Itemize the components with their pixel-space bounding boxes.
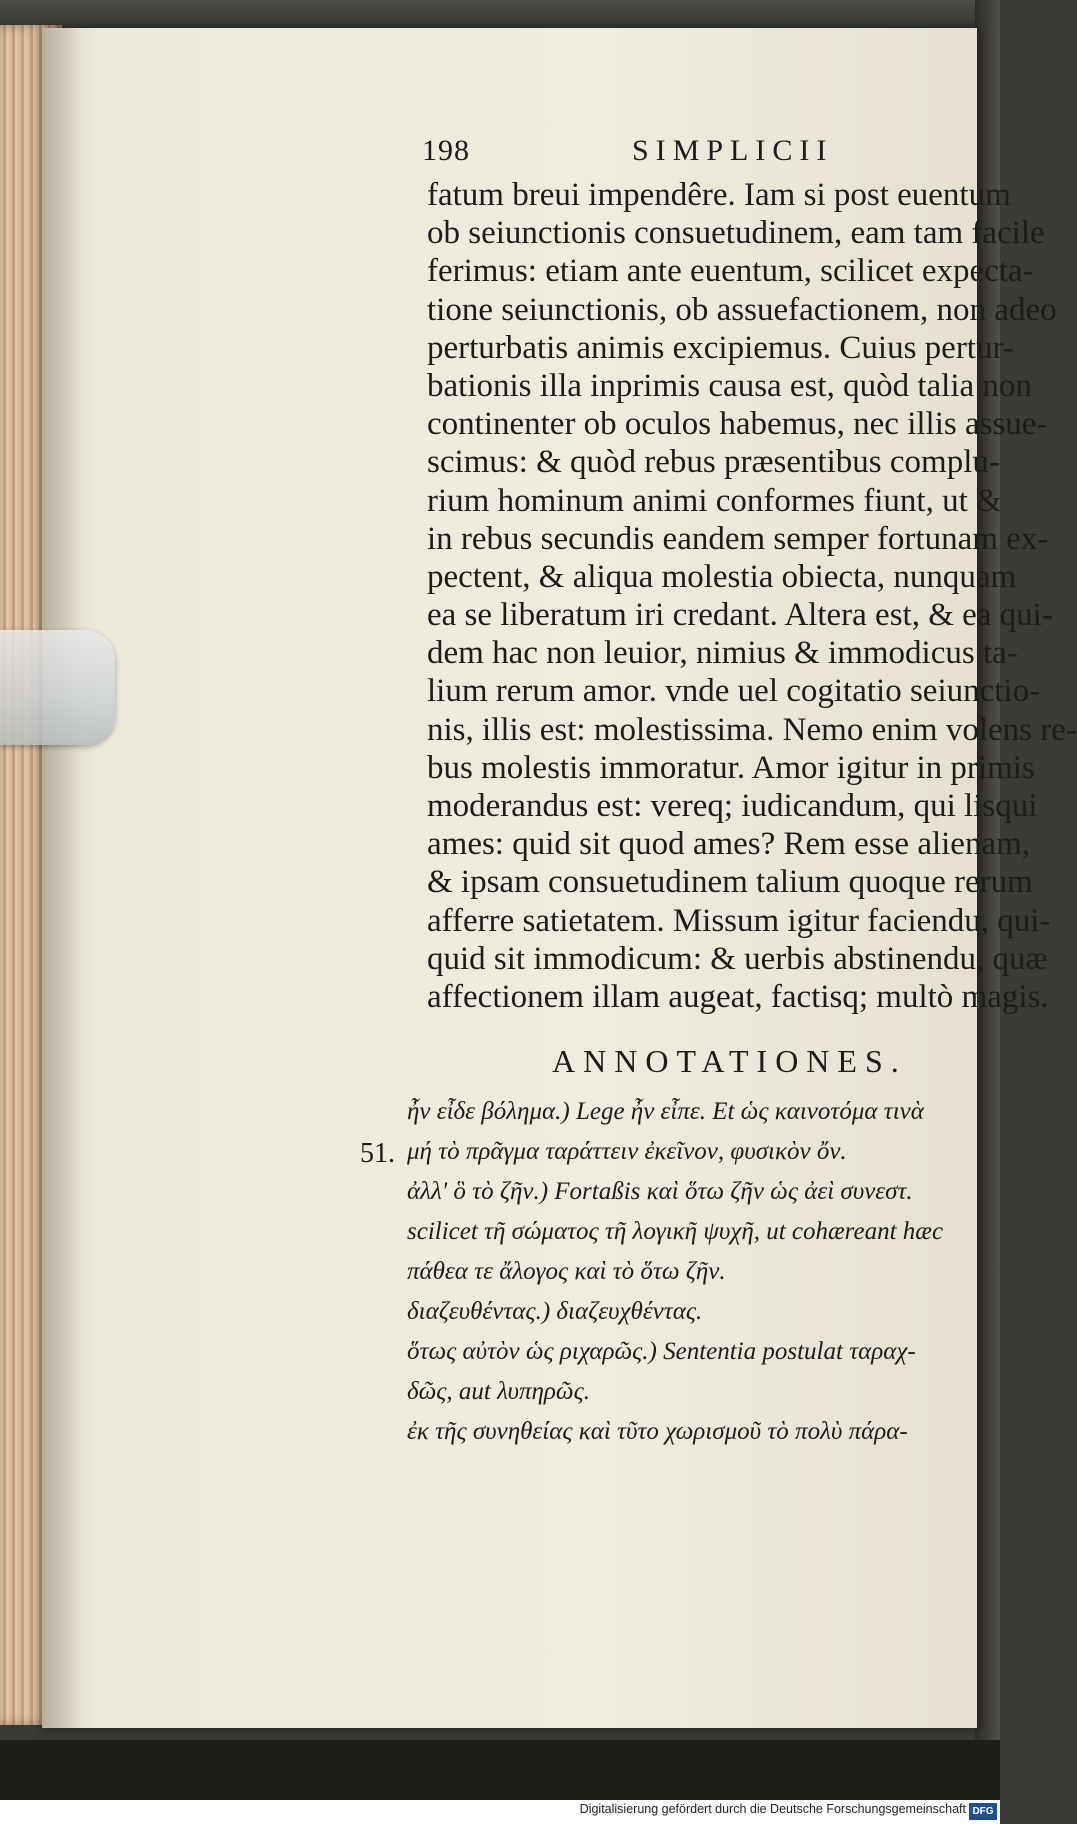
margin-number: 51.: [360, 1138, 395, 1169]
text-line: nis, illis est: molestissima. Nemo enim volens re-: [427, 711, 1077, 748]
text-line: perturbatis animis excipiemus. Cuius pertur-: [427, 329, 1014, 366]
text-line: fatum breui impendêre. Iam si post euentum: [427, 177, 1011, 213]
book-page: [42, 28, 1077, 1728]
text-line: bus molestis immoratur. Amor igitur in primis: [427, 749, 1035, 786]
annotation-line: δῶς, aut λυπηρῶς.: [407, 1378, 590, 1405]
text-line: ob seiunctionis consuetudinem, eam tam facile: [427, 215, 1045, 252]
page-clip: [0, 630, 115, 745]
annotation-line: μή τὸ πρᾶγμα ταράττειν ἐκεῖνον, φυσικὸν ὄν.: [407, 1138, 847, 1165]
text-line: ferimus: etiam ante euentum, scilicet expecta-: [427, 253, 1034, 290]
text-line: & ipsam consuetudinem talium quoque rerum: [427, 864, 1033, 901]
dfg-logo-icon: DFG: [969, 1803, 997, 1820]
text-line: lium rerum amor. vnde uel cogitatio seiunctio-: [427, 673, 1041, 710]
text-line: ames: quid sit quod ames? Rem esse alienam,: [427, 826, 1031, 863]
digitization-footer: [0, 1800, 1000, 1824]
text-line: in rebus secundis eandem semper fortunam ex-: [427, 520, 1049, 557]
annotation-line: ἦν εἶδε βόλημα.) Lege ἦν εἶπε. Et ὡς καινοτόμα τινὰ: [407, 1098, 924, 1125]
text-line: bationis illa inprimis causa est, quòd talia non: [427, 367, 1032, 404]
text-line: affectionem illam augeat, factisq; multò magis.: [427, 978, 1049, 1015]
text-line: moderandus est: vereq; iudicandum, qui lisqui: [427, 788, 1038, 824]
text-line: rium hominum animi conformes fiunt, ut &: [427, 482, 1002, 519]
annotation-notes: [407, 1096, 1017, 1456]
running-title: SIMPLICII: [632, 134, 834, 167]
annotation-line: ἀλλ' ὃ τὸ ζῆν.) Fortaßis καὶ ὅτω ζῆν ὡς ἀεὶ συνεστ.: [407, 1178, 913, 1205]
text-line: quid sit immodicum: & uerbis abstinendu, quæ: [427, 940, 1048, 977]
text-line: dem hac non leuior, nimius & immodicus ta-: [427, 635, 1018, 672]
annotation-line: ὅτως αὐτὸν ὡς ριχαρῶς.) Sententia postulat ταραχ-: [407, 1338, 916, 1365]
page-number: 198: [422, 134, 470, 167]
text-line: ea se liberatum iri credant. Altera est, & ea qui-: [427, 597, 1053, 634]
main-text: [427, 176, 1077, 1016]
text-line: continenter ob oculos habemus, nec illis assue-: [427, 406, 1048, 443]
text-line: pectent, & aliqua molestia obiecta, nunquam: [427, 558, 1017, 595]
annotation-line: πάθεα τε ἄλογος καὶ τὸ ὅτω ζῆν.: [407, 1258, 726, 1285]
text-line: tione seiunctionis, ob assuefactionem, non adeo: [427, 291, 1057, 328]
text-line: afferre satietatem. Missum igitur faciendu, qui-: [427, 902, 1051, 939]
funding-credit: Digitalisierung gefördert durch die Deutsche Forschungsgemeinschaft: [579, 1802, 966, 1816]
annotations-heading: ANNOTATIONES.: [552, 1043, 907, 1079]
annotation-line: ἐκ τῆς συνηθείας καὶ τῦτο χωρισμοῦ τὸ πολὺ πάρα-: [407, 1418, 908, 1445]
annotation-line: διαζευθέντας.) διαζευχθέντας.: [407, 1298, 703, 1325]
text-line: scimus: & quòd rebus præsentibus complu-: [427, 444, 1000, 481]
annotation-line: scilicet τῆ σώματος τῆ λογικῆ ψυχῆ, ut cohæreant hæc: [407, 1218, 944, 1245]
